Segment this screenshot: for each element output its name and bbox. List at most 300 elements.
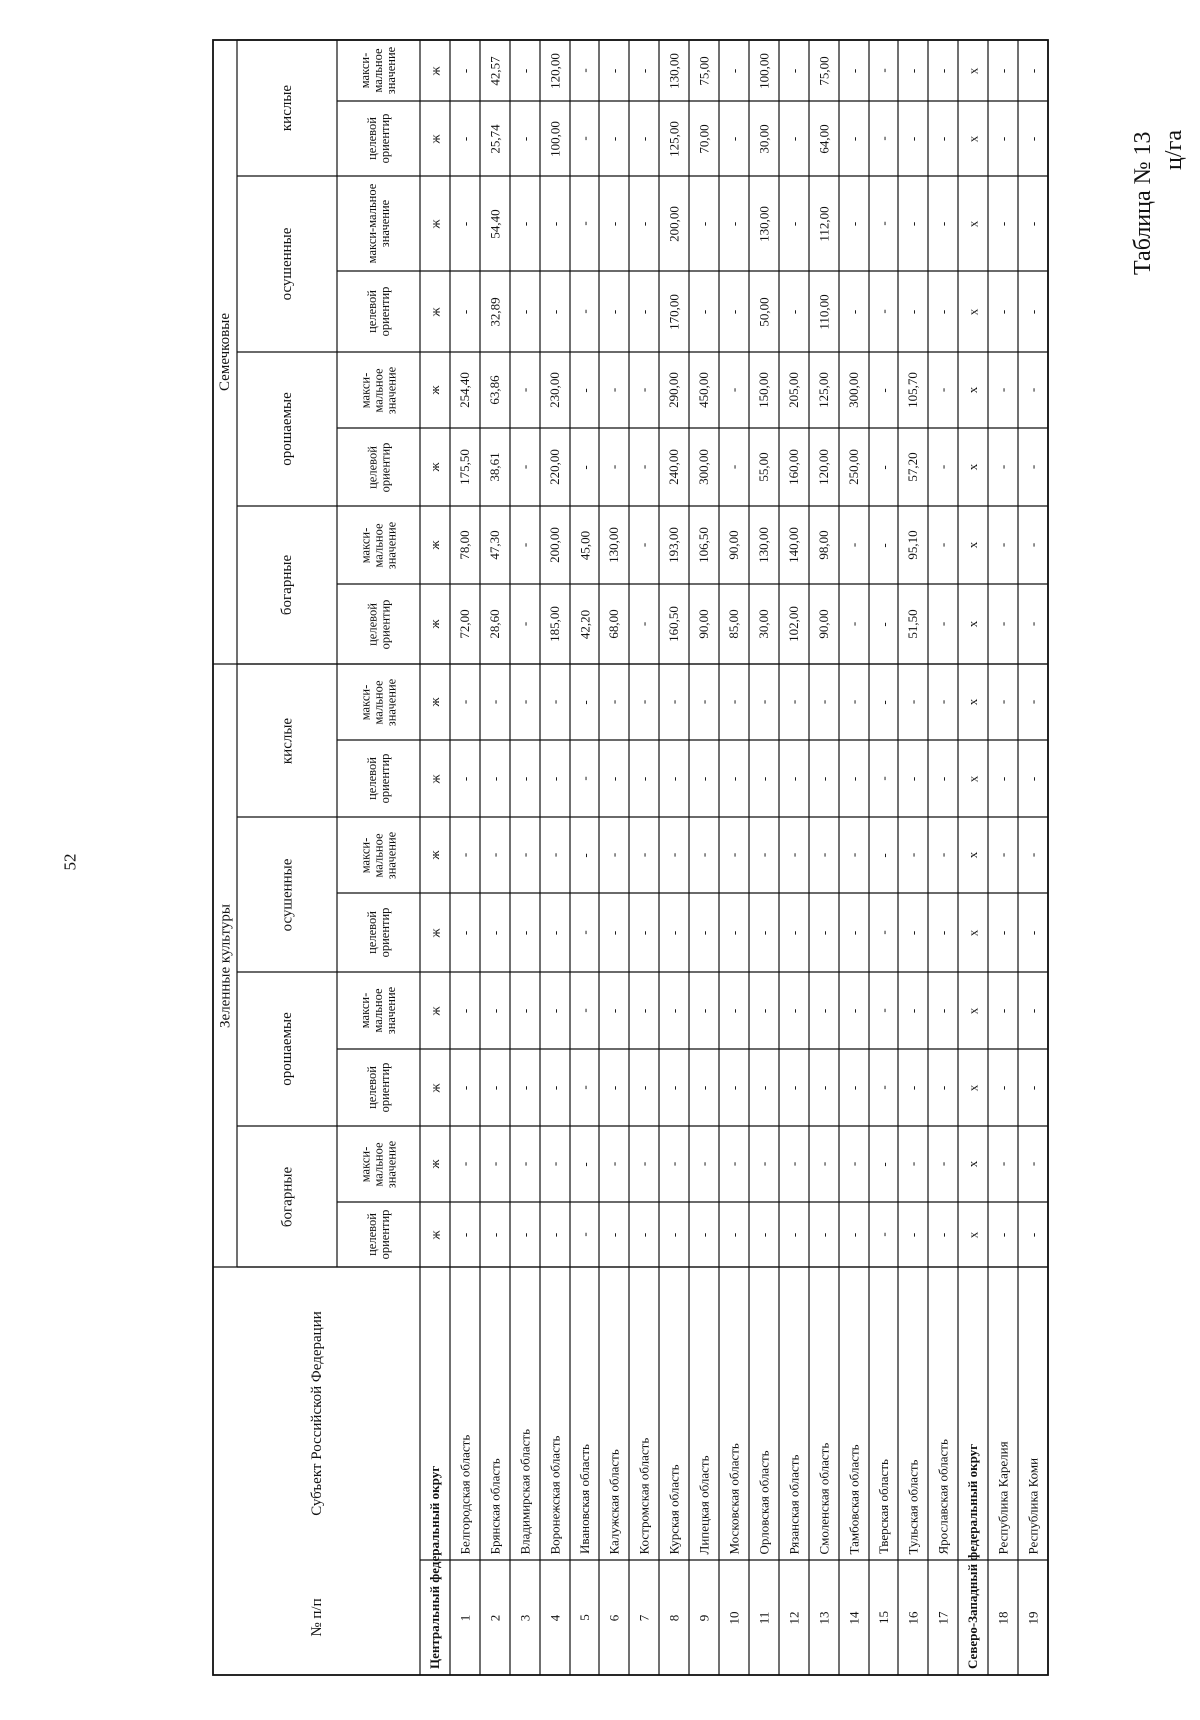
table-cell: - bbox=[726, 136, 741, 141]
table-cell: 90,00 bbox=[726, 530, 741, 560]
table-cell: - bbox=[905, 136, 920, 141]
table-cell: 205,00 bbox=[786, 372, 801, 408]
table-cell: - bbox=[995, 1161, 1010, 1167]
table-cell: х bbox=[965, 308, 980, 315]
table-cell: - bbox=[875, 387, 891, 393]
subgroup-header: осушенные bbox=[278, 227, 295, 301]
table-cell: - bbox=[547, 930, 562, 935]
table-cell: - bbox=[457, 852, 472, 858]
table-cell: - bbox=[905, 1232, 920, 1237]
table-cell: 220,00 bbox=[547, 449, 562, 485]
table-cell: - bbox=[935, 1161, 950, 1167]
table-cell: х bbox=[965, 135, 980, 142]
table-cell: - bbox=[875, 542, 891, 548]
table-cell: х bbox=[965, 463, 980, 471]
table-cell: - bbox=[995, 464, 1010, 470]
subgroup-header: кислые bbox=[278, 84, 295, 132]
row-number: 14 bbox=[846, 1611, 861, 1624]
table-cell: - bbox=[875, 699, 891, 705]
table-cell: - bbox=[606, 699, 621, 705]
table-cell: х bbox=[965, 851, 980, 859]
table-cell: - bbox=[995, 1085, 1010, 1090]
table-cell: - bbox=[576, 776, 592, 781]
table-cell: 57,20 bbox=[905, 452, 920, 482]
table-cell: ж bbox=[427, 66, 442, 75]
table-cell: - bbox=[696, 699, 711, 705]
table-cell: - bbox=[606, 1008, 621, 1013]
table-cell: х bbox=[965, 1007, 980, 1014]
table-cell: - bbox=[517, 1008, 532, 1013]
table-cell: - bbox=[696, 221, 711, 226]
table-title: Таблица № 13 bbox=[1130, 131, 1156, 275]
column-header: макси-мальное значение bbox=[358, 366, 398, 414]
region-name: Рязанская область bbox=[786, 1454, 801, 1554]
column-header: целевой ориентир bbox=[364, 1209, 392, 1260]
table-cell: - bbox=[457, 1232, 472, 1237]
table-cell: - bbox=[487, 1085, 502, 1090]
table-cell: - bbox=[576, 68, 592, 73]
table-cell: - bbox=[726, 1232, 741, 1237]
table-cell: 200,00 bbox=[666, 205, 681, 242]
table-cell: - bbox=[457, 136, 472, 141]
table-cell: - bbox=[606, 1161, 621, 1167]
table-cell: - bbox=[786, 699, 801, 705]
table-cell: - bbox=[935, 136, 950, 141]
table-cell: - bbox=[487, 930, 502, 935]
table-cell: - bbox=[517, 776, 532, 781]
table-cell: - bbox=[636, 1232, 651, 1237]
table-cell: - bbox=[846, 1085, 861, 1090]
table-cell: 42,57 bbox=[487, 55, 502, 86]
table-cell: - bbox=[935, 1232, 950, 1237]
table-cell: 130,00 bbox=[756, 205, 771, 242]
region-name: Брянская область bbox=[487, 1457, 502, 1554]
table-cell: - bbox=[606, 930, 621, 935]
table-cell: - bbox=[935, 309, 950, 314]
table-cell: 55,00 bbox=[756, 452, 771, 482]
table-cell: - bbox=[905, 699, 920, 705]
table-cell: - bbox=[666, 699, 681, 705]
table-cell: - bbox=[606, 1085, 621, 1090]
table-cell: - bbox=[457, 776, 472, 781]
table-cell: - bbox=[905, 852, 920, 858]
table-cell: - bbox=[786, 136, 801, 141]
column-header: макси-мальное значение bbox=[358, 46, 398, 95]
table-cell: - bbox=[875, 464, 891, 470]
subgroup-header: богарные bbox=[278, 1166, 295, 1227]
table-cell: - bbox=[517, 68, 532, 73]
table-cell: ж bbox=[427, 1159, 442, 1169]
table-cell: х bbox=[965, 1231, 980, 1238]
table-cell: - bbox=[905, 309, 920, 314]
table-cell: - bbox=[726, 1161, 741, 1167]
region-name: Тамбовская область bbox=[846, 1443, 861, 1554]
table-cell: - bbox=[995, 309, 1010, 314]
table-cell: ж bbox=[427, 134, 442, 143]
table-cell: - bbox=[576, 136, 592, 141]
table-cell: 75,00 bbox=[816, 55, 831, 86]
table-cell: - bbox=[606, 387, 621, 393]
table-cell: 68,00 bbox=[606, 609, 621, 639]
region-name: Калужская область bbox=[606, 1448, 621, 1554]
table-cell: - bbox=[786, 1232, 801, 1237]
region-name: Орловская область bbox=[756, 1449, 771, 1554]
table-cell: 150,00 bbox=[756, 372, 771, 408]
table-cell: - bbox=[457, 1008, 472, 1013]
subgroup-header: богарные bbox=[278, 554, 295, 616]
table-cell: - bbox=[786, 68, 801, 73]
row-number: 15 bbox=[875, 1611, 891, 1624]
table-cell: 240,00 bbox=[666, 449, 681, 485]
table-cell: х bbox=[965, 67, 980, 74]
table-cell: 102,00 bbox=[786, 606, 801, 642]
table-cell: - bbox=[935, 621, 950, 627]
table-cell: ж bbox=[427, 774, 442, 783]
table-cell: - bbox=[726, 221, 741, 226]
table-cell: - bbox=[487, 852, 502, 858]
table-cell: 90,00 bbox=[816, 609, 831, 639]
table-cell: 130,00 bbox=[756, 527, 771, 563]
table-cell: - bbox=[786, 852, 801, 858]
table-cell: - bbox=[846, 68, 861, 73]
row-number: 3 bbox=[517, 1614, 532, 1621]
table-cell: - bbox=[726, 1085, 741, 1090]
table-cell: - bbox=[517, 1232, 532, 1237]
column-header: макси-мальное значение bbox=[358, 1140, 398, 1188]
table-cell: - bbox=[1025, 464, 1040, 470]
table-cell: ж bbox=[427, 540, 442, 550]
table-cell: ж bbox=[427, 619, 442, 629]
table-cell: - bbox=[935, 699, 950, 705]
table-cell: - bbox=[995, 136, 1010, 141]
region-name: Тульская область bbox=[905, 1459, 920, 1554]
table-cell: - bbox=[756, 1232, 771, 1237]
row-number: 13 bbox=[816, 1611, 831, 1624]
table-cell: ж bbox=[427, 462, 442, 472]
table-cell: - bbox=[875, 1232, 891, 1237]
table-cell: ж bbox=[427, 1006, 442, 1015]
column-header: макси-мальное значение bbox=[358, 521, 398, 569]
table-cell: 42,20 bbox=[576, 609, 592, 639]
table-cell: - bbox=[696, 930, 711, 935]
table-cell: - bbox=[935, 930, 950, 935]
row-number: 11 bbox=[756, 1611, 771, 1624]
column-header: макси-мальное значение bbox=[358, 678, 398, 726]
subgroup-header: орошаемые bbox=[278, 392, 295, 466]
table-cell: - bbox=[606, 221, 621, 226]
table-cell: - bbox=[786, 1085, 801, 1090]
table-cell: х bbox=[965, 620, 980, 628]
table-cell: 112,00 bbox=[816, 205, 831, 242]
column-header: целевой ориентир bbox=[364, 907, 392, 958]
table-cell: - bbox=[517, 387, 532, 393]
table-cell: - bbox=[517, 542, 532, 548]
table-cell: х bbox=[965, 775, 980, 782]
table-cell: 63,86 bbox=[487, 375, 502, 405]
table-cell: - bbox=[636, 309, 651, 314]
table-cell: - bbox=[875, 1085, 891, 1090]
region-name: Московская область bbox=[726, 1442, 741, 1554]
table-cell: - bbox=[846, 309, 861, 314]
table-cell: - bbox=[606, 464, 621, 470]
table-cell: - bbox=[995, 387, 1010, 393]
table-cell: х bbox=[965, 541, 980, 549]
region-name: Липецкая область bbox=[696, 1454, 711, 1554]
table-cell: 25,74 bbox=[487, 123, 502, 154]
table-cell: - bbox=[636, 68, 651, 73]
table-cell: - bbox=[846, 136, 861, 141]
table-cell: - bbox=[846, 930, 861, 935]
table-cell: - bbox=[846, 852, 861, 858]
table-cell: - bbox=[576, 930, 592, 935]
table-cell: 90,00 bbox=[696, 609, 711, 639]
table-cell: - bbox=[875, 68, 891, 73]
table-cell: 160,50 bbox=[666, 606, 681, 642]
table-cell: - bbox=[875, 852, 891, 858]
region-name: Воронежская область bbox=[547, 1435, 562, 1554]
table-cell: - bbox=[995, 930, 1010, 935]
table-cell: - bbox=[905, 1008, 920, 1013]
table-cell: - bbox=[666, 1161, 681, 1167]
table-cell: - bbox=[1025, 221, 1040, 226]
table-cell: - bbox=[935, 852, 950, 858]
table-cell: - bbox=[905, 776, 920, 781]
group-header: Зеленные культуры bbox=[216, 903, 233, 1028]
table-cell: - bbox=[995, 1232, 1010, 1237]
table-cell: 170,00 bbox=[666, 293, 681, 330]
table-cell: - bbox=[576, 1232, 592, 1237]
table-cell: 300,00 bbox=[846, 372, 861, 408]
table-cell: - bbox=[875, 930, 891, 935]
table-cell: ж bbox=[427, 385, 442, 395]
table-cell: - bbox=[846, 776, 861, 781]
table-cell: - bbox=[517, 464, 532, 470]
table-cell: - bbox=[786, 776, 801, 781]
table-cell: - bbox=[547, 699, 562, 705]
table-cell: - bbox=[666, 1008, 681, 1013]
table-cell: - bbox=[726, 1008, 741, 1013]
table-cell: - bbox=[606, 852, 621, 858]
table-cell: - bbox=[547, 776, 562, 781]
table-cell: - bbox=[457, 1085, 472, 1090]
region-name: Курская область bbox=[666, 1463, 681, 1554]
table-cell: - bbox=[935, 542, 950, 548]
subject-header: Субъект Российской Федерации bbox=[308, 1311, 325, 1516]
column-header: целевой ориентир bbox=[364, 753, 392, 804]
table-cell: - bbox=[547, 1232, 562, 1237]
table-cell: - bbox=[995, 776, 1010, 781]
column-header: целевой ориентир bbox=[364, 286, 392, 337]
table-cell: - bbox=[696, 1161, 711, 1167]
row-number: 17 bbox=[935, 1611, 950, 1624]
table-cell: - bbox=[517, 221, 532, 226]
table-cell: ж bbox=[427, 697, 442, 707]
table-cell: - bbox=[816, 852, 831, 858]
table-cell: - bbox=[636, 1085, 651, 1090]
table-cell: - bbox=[726, 464, 741, 470]
region-name: Республика Карелия bbox=[995, 1440, 1010, 1554]
table-cell: - bbox=[487, 1008, 502, 1013]
table-cell: 106,50 bbox=[696, 527, 711, 563]
table-cell: ж bbox=[427, 928, 442, 937]
table-cell: - bbox=[636, 776, 651, 781]
table-cell: - bbox=[935, 68, 950, 73]
region-name: Тверская область bbox=[875, 1459, 891, 1554]
table-cell: - bbox=[576, 221, 592, 226]
column-header: целевой ориентир bbox=[364, 599, 392, 649]
page-number: 52 bbox=[60, 853, 80, 871]
table-cell: 30,00 bbox=[756, 609, 771, 639]
region-name: Владимирская область bbox=[517, 1428, 532, 1554]
table-cell: 230,00 bbox=[547, 372, 562, 408]
column-header: целевой ориентир bbox=[364, 442, 392, 492]
column-header: макси-мальное значение bbox=[364, 183, 392, 264]
table-cell: 185,00 bbox=[547, 606, 562, 642]
table-cell: 85,00 bbox=[726, 609, 741, 639]
table-cell: х bbox=[965, 929, 980, 936]
table-cell: - bbox=[995, 1008, 1010, 1013]
table-cell: - bbox=[636, 930, 651, 935]
table-cell: - bbox=[576, 464, 592, 470]
table-cell: - bbox=[1025, 1161, 1040, 1167]
table-cell: - bbox=[786, 1008, 801, 1013]
table-cell: 47,30 bbox=[487, 530, 502, 560]
table-cell: - bbox=[547, 221, 562, 226]
table-cell: - bbox=[995, 542, 1010, 548]
table-cell: ж bbox=[427, 219, 442, 228]
table-cell: - bbox=[816, 1161, 831, 1167]
table-cell: - bbox=[696, 776, 711, 781]
table-cell: ж bbox=[427, 1083, 442, 1092]
table-cell: 95,10 bbox=[905, 530, 920, 560]
row-number: 19 bbox=[1025, 1611, 1040, 1624]
table-cell: - bbox=[816, 1085, 831, 1090]
region-name: Смоленская область bbox=[816, 1442, 831, 1554]
table-cell: х bbox=[965, 386, 980, 394]
table-cell: - bbox=[816, 776, 831, 781]
table-cell: 50,00 bbox=[756, 296, 771, 327]
table-cell: - bbox=[487, 776, 502, 781]
table-cell: - bbox=[935, 387, 950, 393]
table-cell: ж bbox=[427, 850, 442, 860]
table-cell: - bbox=[636, 699, 651, 705]
table-cell: - bbox=[636, 136, 651, 141]
table-cell: - bbox=[905, 221, 920, 226]
table-cell: - bbox=[517, 930, 532, 935]
table-cell: - bbox=[636, 1161, 651, 1167]
table-cell: - bbox=[935, 1008, 950, 1013]
table-cell: - bbox=[636, 221, 651, 226]
table-cell: - bbox=[517, 309, 532, 314]
table-cell: - bbox=[875, 1008, 891, 1013]
table-cell: - bbox=[1025, 930, 1040, 935]
region-name: Ярославская область bbox=[935, 1438, 950, 1554]
table-cell: - bbox=[517, 852, 532, 858]
table-cell: - bbox=[606, 68, 621, 73]
table-cell: - bbox=[606, 776, 621, 781]
group-header: Семечковые bbox=[216, 313, 233, 392]
row-number: 9 bbox=[696, 1614, 711, 1621]
table-cell: - bbox=[1025, 68, 1040, 73]
table-cell: - bbox=[786, 221, 801, 226]
table-cell: - bbox=[726, 699, 741, 705]
table-cell: 64,00 bbox=[816, 123, 831, 154]
table-cell: х bbox=[965, 698, 980, 706]
table-cell: - bbox=[666, 1232, 681, 1237]
table-cell: - bbox=[995, 852, 1010, 858]
table-cell: - bbox=[935, 1085, 950, 1090]
table-cell: - bbox=[905, 930, 920, 935]
table-cell: - bbox=[756, 1161, 771, 1167]
table-cell: - bbox=[1025, 1232, 1040, 1237]
column-header: целевой ориентир bbox=[364, 1062, 392, 1113]
table-cell: 110,00 bbox=[816, 293, 831, 330]
table-cell: х bbox=[965, 220, 980, 227]
table-cell: 125,00 bbox=[816, 372, 831, 408]
table-cell: - bbox=[875, 136, 891, 141]
table-cell: - bbox=[1025, 387, 1040, 393]
table-cell: - bbox=[1025, 309, 1040, 314]
table-cell: - bbox=[1025, 1008, 1040, 1013]
table-cell: 75,00 bbox=[696, 55, 711, 86]
table-cell: - bbox=[576, 1085, 592, 1090]
table-cell: 125,00 bbox=[666, 120, 681, 157]
table-cell: - bbox=[636, 542, 651, 548]
table-cell: - bbox=[576, 1161, 592, 1167]
table-cell: - bbox=[457, 68, 472, 73]
table-cell: 45,00 bbox=[576, 530, 592, 560]
table-cell: - bbox=[786, 930, 801, 935]
table-cell: - bbox=[547, 852, 562, 858]
table-cell: - bbox=[1025, 852, 1040, 858]
table-cell: - bbox=[726, 776, 741, 781]
table-cell: - bbox=[457, 309, 472, 314]
table-cell: - bbox=[816, 930, 831, 935]
table-cell: - bbox=[636, 464, 651, 470]
table-cell: 78,00 bbox=[457, 530, 472, 560]
column-header: целевой ориентир bbox=[364, 113, 392, 164]
table-cell: 30,00 bbox=[756, 123, 771, 154]
table-cell: - bbox=[517, 136, 532, 141]
table-cell: - bbox=[547, 1085, 562, 1090]
table-cell: 254,40 bbox=[457, 372, 472, 408]
table-cell: - bbox=[786, 309, 801, 314]
table-cell: 175,50 bbox=[457, 449, 472, 485]
row-number: 10 bbox=[726, 1611, 741, 1624]
table-cell: - bbox=[846, 1008, 861, 1013]
table-cell: - bbox=[756, 776, 771, 781]
table-cell: - bbox=[517, 699, 532, 705]
table-cell: - bbox=[636, 1008, 651, 1013]
table-cell: - bbox=[935, 464, 950, 470]
row-number: 2 bbox=[487, 1614, 502, 1621]
table-cell: - bbox=[726, 852, 741, 858]
region-name: Костромская область bbox=[636, 1437, 651, 1554]
table-cell: - bbox=[756, 930, 771, 935]
table-cell: - bbox=[995, 621, 1010, 627]
table-cell: - bbox=[816, 699, 831, 705]
table-cell: - bbox=[576, 699, 592, 705]
region-name: Республика Коми bbox=[1025, 1457, 1040, 1554]
table-cell: - bbox=[606, 1232, 621, 1237]
region-name: Белгородская область bbox=[457, 1434, 472, 1554]
table-cell: - bbox=[726, 309, 741, 314]
table-cell: - bbox=[517, 1085, 532, 1090]
table-cell: 300,00 bbox=[696, 449, 711, 485]
subgroup-header: осушенные bbox=[278, 858, 295, 931]
table-cell: 100,00 bbox=[756, 52, 771, 89]
table-cell: 32,89 bbox=[487, 296, 502, 327]
